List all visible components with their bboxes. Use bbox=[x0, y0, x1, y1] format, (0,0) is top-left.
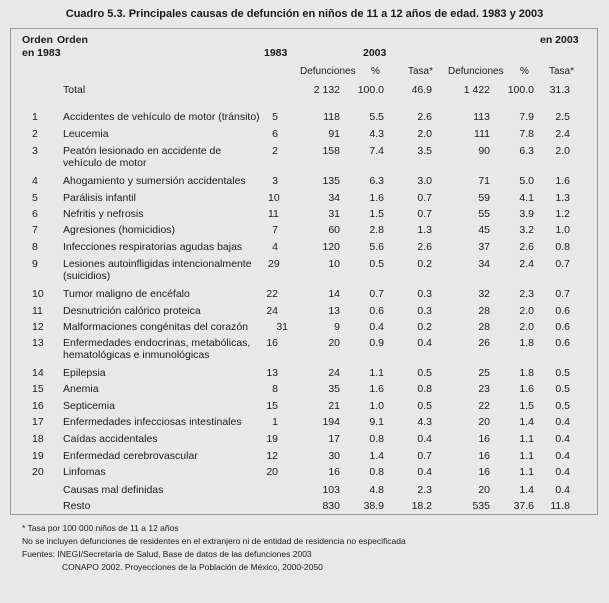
row-pct-2003: 1.8 bbox=[519, 367, 534, 379]
header-pct-1983: % bbox=[371, 66, 380, 77]
row-pct-1983: 1.1 bbox=[369, 367, 384, 379]
row-pct-2003: 1.1 bbox=[519, 450, 534, 462]
row-defunciones-1983: 194 bbox=[322, 416, 340, 428]
row-cause: Anemia bbox=[63, 383, 99, 395]
row-tasa-2003: 0.8 bbox=[555, 241, 570, 253]
row-order: 16 bbox=[32, 400, 44, 412]
row-pct-1983: 0.5 bbox=[369, 258, 384, 270]
row-order: 10 bbox=[32, 288, 44, 300]
row-rank-1983: 31 bbox=[276, 321, 288, 333]
row-pct-2003: 1.4 bbox=[519, 416, 534, 428]
row-defunciones-2003: 111 bbox=[474, 128, 490, 140]
row-tasa-2003: 0.7 bbox=[555, 288, 570, 300]
row-pct-1983: 0.9 bbox=[369, 337, 384, 349]
row-tasa-1983: 0.2 bbox=[417, 258, 432, 270]
row-defunciones-2003: 25 bbox=[478, 367, 490, 379]
row-cause: Agresiones (homicidios) bbox=[63, 224, 176, 236]
row-defunciones-1983: 16 bbox=[328, 466, 340, 478]
row-pct-2003: 1.6 bbox=[519, 383, 534, 395]
row-defunciones-2003: 16 bbox=[478, 450, 490, 462]
header-en-2003: en 2003 bbox=[540, 34, 579, 46]
row-pct-1983: 7.4 bbox=[369, 145, 384, 157]
row-defunciones-2003: 535 bbox=[472, 500, 490, 512]
row-cause: Lesiones autoinfligidas intencionalmente (suicidios) bbox=[63, 258, 252, 282]
row-pct-1983: 1.6 bbox=[369, 383, 384, 395]
row-tasa-1983: 0.3 bbox=[417, 305, 432, 317]
row-tasa-2003: 0.5 bbox=[555, 400, 570, 412]
row-pct-1983: 0.8 bbox=[369, 433, 384, 445]
row-pct-1983: 2.8 bbox=[369, 224, 384, 236]
row-order: 13 bbox=[32, 337, 44, 349]
row-rank-1983: 2 bbox=[272, 145, 278, 157]
row-pct-2003: 2.0 bbox=[519, 321, 534, 333]
row-defunciones-2003: 32 bbox=[478, 288, 490, 300]
row-pct-2003: 2.6 bbox=[519, 241, 534, 253]
header-year-2003: 2003 bbox=[363, 47, 387, 59]
row-pct-2003: 2.3 bbox=[519, 288, 534, 300]
row-defunciones-2003: 59 bbox=[478, 192, 490, 204]
row-defunciones-1983: 14 bbox=[328, 288, 340, 300]
row-order: 12 bbox=[32, 321, 44, 333]
row-rank-1983: 24 bbox=[266, 305, 278, 317]
header-tasa-2003: Tasa* bbox=[549, 66, 575, 77]
row-tasa-2003: 0.4 bbox=[555, 416, 570, 428]
row-defunciones-2003: 55 bbox=[478, 208, 490, 220]
row-tasa-2003: 2.5 bbox=[555, 111, 570, 123]
row-rank-1983: 12 bbox=[266, 450, 278, 462]
row-rank-1983: 15 bbox=[266, 400, 278, 412]
row-pct-2003: 37.6 bbox=[513, 500, 534, 512]
row-tasa-1983: 18.2 bbox=[411, 500, 432, 512]
row-rank-1983: 29 bbox=[268, 258, 280, 270]
row-cause: Enfermedad cerebrovascular bbox=[63, 450, 198, 462]
row-cause: Nefritis y nefrosis bbox=[63, 208, 144, 220]
row-pct-1983: 5.5 bbox=[369, 111, 384, 123]
row-defunciones-2003: 28 bbox=[478, 305, 490, 317]
row-tasa-2003: 1.2 bbox=[555, 208, 570, 220]
row-defunciones-1983: 13 bbox=[328, 305, 340, 317]
row-tasa-2003: 0.7 bbox=[555, 258, 570, 270]
row-rank-1983: 16 bbox=[266, 337, 278, 349]
row-cause: Caídas accidentales bbox=[63, 433, 158, 445]
row-defunciones-1983: 21 bbox=[328, 400, 340, 412]
row-rank-1983: 8 bbox=[272, 383, 278, 395]
header-en-1983: en 1983 bbox=[22, 47, 61, 59]
footnote-source-conapo: CONAPO 2002. Proyecciones de la Población de México, 2000-2050 bbox=[62, 562, 323, 572]
row-rank-1983: 3 bbox=[272, 175, 278, 187]
row-pct-1983: 9.1 bbox=[369, 416, 384, 428]
row-rank-1983: 10 bbox=[268, 192, 280, 204]
row-pct-2003: 3.2 bbox=[519, 224, 534, 236]
row-defunciones-1983: 830 bbox=[322, 500, 340, 512]
row-defunciones-1983: 20 bbox=[328, 337, 340, 349]
row-defunciones-2003: 22 bbox=[478, 400, 490, 412]
header-defunciones-2003: Defunciones bbox=[448, 66, 504, 77]
row-cause: Peatón lesionado en accidente de vehículo de motor bbox=[63, 145, 222, 169]
row-tasa-1983: 4.3 bbox=[417, 416, 432, 428]
row-cause: Causas mal definidas bbox=[63, 484, 164, 496]
row-tasa-2003: 0.4 bbox=[555, 450, 570, 462]
row-tasa-1983: 0.4 bbox=[417, 466, 432, 478]
row-cause: Enfermedades infecciosas intestinales bbox=[63, 416, 242, 428]
row-cause: Desnutrición calórico proteica bbox=[63, 305, 201, 317]
row-tasa-1983: 0.5 bbox=[417, 367, 432, 379]
row-tasa-2003: 1.3 bbox=[555, 192, 570, 204]
row-pct-2003: 5.0 bbox=[519, 175, 534, 187]
row-cause: Epilepsia bbox=[63, 367, 106, 379]
row-pct-2003: 1.5 bbox=[519, 400, 534, 412]
row-order: 18 bbox=[32, 433, 44, 445]
row-tasa-1983: 0.4 bbox=[417, 337, 432, 349]
total-defunciones-1983: 2 132 bbox=[313, 84, 340, 96]
row-tasa-1983: 0.3 bbox=[417, 288, 432, 300]
row-pct-2003: 2.0 bbox=[519, 305, 534, 317]
row-defunciones-1983: 17 bbox=[328, 433, 340, 445]
row-defunciones-2003: 37 bbox=[478, 241, 490, 253]
total-tasa-1983: 46.9 bbox=[411, 84, 432, 96]
row-tasa-1983: 2.6 bbox=[417, 241, 432, 253]
row-order: 19 bbox=[32, 450, 44, 462]
header-pct-2003: % bbox=[520, 66, 529, 77]
row-rank-1983: 11 bbox=[268, 208, 279, 220]
row-pct-1983: 6.3 bbox=[369, 175, 384, 187]
row-tasa-1983: 2.3 bbox=[417, 484, 432, 496]
header-orden-1: Orden bbox=[22, 34, 53, 46]
row-tasa-1983: 0.7 bbox=[417, 192, 432, 204]
row-pct-2003: 4.1 bbox=[519, 192, 534, 204]
row-tasa-1983: 0.8 bbox=[417, 383, 432, 395]
row-rank-1983: 13 bbox=[266, 367, 278, 379]
row-defunciones-2003: 90 bbox=[478, 145, 490, 157]
row-pct-1983: 0.8 bbox=[369, 466, 384, 478]
row-defunciones-1983: 91 bbox=[328, 128, 340, 140]
total-defunciones-2003: 1 422 bbox=[463, 84, 490, 96]
total-pct-2003: 100.0 bbox=[507, 84, 534, 96]
row-order: 14 bbox=[32, 367, 44, 379]
row-tasa-2003: 0.5 bbox=[555, 367, 570, 379]
row-defunciones-1983: 135 bbox=[322, 175, 340, 187]
row-order: 9 bbox=[32, 258, 38, 270]
row-rank-1983: 7 bbox=[272, 224, 278, 236]
row-tasa-1983: 0.4 bbox=[417, 433, 432, 445]
row-defunciones-2003: 23 bbox=[478, 383, 490, 395]
row-cause: Parálisis infantil bbox=[63, 192, 136, 204]
row-pct-2003: 6.3 bbox=[519, 145, 534, 157]
row-defunciones-2003: 20 bbox=[478, 416, 490, 428]
row-tasa-2003: 0.6 bbox=[555, 321, 570, 333]
row-pct-2003: 2.4 bbox=[519, 258, 534, 270]
row-tasa-2003: 0.4 bbox=[555, 484, 570, 496]
row-order: 4 bbox=[32, 175, 38, 187]
row-pct-2003: 1.1 bbox=[519, 466, 534, 478]
footnote-source-inegi: Fuentes: INEGI/Secretaría de Salud, Base de datos de las defunciones 2003 bbox=[22, 549, 312, 559]
row-defunciones-1983: 31 bbox=[328, 208, 340, 220]
row-pct-1983: 0.4 bbox=[369, 321, 384, 333]
row-order: 2 bbox=[32, 128, 38, 140]
row-tasa-2003: 0.5 bbox=[555, 383, 570, 395]
row-defunciones-2003: 34 bbox=[478, 258, 490, 270]
table-title: Cuadro 5.3. Principales causas de defunción en niños de 11 a 12 años de edad. 1983 y 2003 bbox=[65, 8, 544, 20]
row-tasa-1983: 0.7 bbox=[417, 208, 432, 220]
row-tasa-1983: 3.5 bbox=[417, 145, 432, 157]
row-tasa-2003: 0.4 bbox=[555, 433, 570, 445]
row-defunciones-2003: 45 bbox=[478, 224, 490, 236]
row-cause: Infecciones respiratorias agudas bajas bbox=[63, 241, 243, 253]
row-defunciones-2003: 16 bbox=[478, 466, 490, 478]
row-order: 3 bbox=[32, 145, 38, 157]
row-cause: Linfomas bbox=[63, 466, 106, 478]
row-defunciones-2003: 16 bbox=[478, 433, 490, 445]
row-tasa-2003: 1.6 bbox=[555, 175, 570, 187]
row-pct-1983: 1.4 bbox=[369, 450, 384, 462]
row-order: 20 bbox=[32, 466, 44, 478]
header-defunciones-1983: Defunciones bbox=[300, 66, 356, 77]
row-order: 8 bbox=[32, 241, 38, 253]
row-cause: Accidentes de vehículo de motor (tránsito) bbox=[63, 111, 260, 123]
row-pct-2003: 1.1 bbox=[519, 433, 534, 445]
row-tasa-1983: 2.6 bbox=[417, 111, 432, 123]
row-defunciones-1983: 35 bbox=[328, 383, 340, 395]
row-order: 6 bbox=[32, 208, 38, 220]
header-tasa-1983: Tasa* bbox=[408, 66, 434, 77]
row-rank-1983: 6 bbox=[272, 128, 278, 140]
row-defunciones-1983: 118 bbox=[323, 111, 340, 123]
header-year-1983: 1983 bbox=[264, 47, 288, 59]
row-cause: Ahogamiento y sumersión accidentales bbox=[63, 175, 246, 187]
row-defunciones-2003: 20 bbox=[478, 484, 490, 496]
row-pct-1983: 1.5 bbox=[369, 208, 384, 220]
total-label: Total bbox=[63, 84, 86, 96]
row-cause: Leucemia bbox=[63, 128, 109, 140]
footnote-tasa: * Tasa por 100 000 niños de 11 a 12 años bbox=[22, 523, 179, 533]
row-cause: Tumor maligno de encéfalo bbox=[63, 288, 190, 300]
total-pct-1983: 100.0 bbox=[357, 84, 384, 96]
row-cause: Enfermedades endocrinas, metabólicas, hematológicas e inmunológicas bbox=[63, 337, 251, 361]
footnotes bbox=[22, 522, 406, 574]
row-pct-1983: 0.7 bbox=[369, 288, 384, 300]
row-tasa-1983: 0.2 bbox=[417, 321, 432, 333]
row-pct-2003: 7.9 bbox=[519, 111, 534, 123]
row-defunciones-2003: 26 bbox=[478, 337, 490, 349]
row-tasa-2003: 0.6 bbox=[555, 337, 570, 349]
row-tasa-2003: 2.0 bbox=[555, 145, 570, 157]
header-orden-2: Orden bbox=[57, 34, 88, 46]
row-rank-1983: 5 bbox=[272, 111, 278, 123]
row-defunciones-1983: 103 bbox=[322, 484, 340, 496]
row-defunciones-2003: 71 bbox=[478, 175, 490, 187]
row-defunciones-1983: 24 bbox=[328, 367, 340, 379]
row-cause: Malformaciones congénitas del corazón bbox=[63, 321, 249, 333]
row-pct-1983: 5.6 bbox=[369, 241, 384, 253]
row-tasa-1983: 0.7 bbox=[417, 450, 432, 462]
row-rank-1983: 20 bbox=[266, 466, 278, 478]
row-cause: Resto bbox=[63, 500, 91, 512]
row-tasa-2003: 0.6 bbox=[555, 305, 570, 317]
row-tasa-1983: 1.3 bbox=[417, 224, 432, 236]
row-pct-2003: 1.4 bbox=[519, 484, 534, 496]
row-defunciones-1983: 60 bbox=[328, 224, 340, 236]
row-tasa-2003: 2.4 bbox=[555, 128, 570, 140]
footnote-exclusion: No se incluyen defunciones de residentes en el extranjero ni de entidad de residencia no especificada bbox=[22, 536, 406, 546]
row-tasa-1983: 0.5 bbox=[417, 400, 432, 412]
row-tasa-2003: 1.0 bbox=[555, 224, 570, 236]
row-pct-1983: 1.0 bbox=[369, 400, 384, 412]
row-pct-1983: 0.6 bbox=[369, 305, 384, 317]
row-order: 1 bbox=[32, 111, 38, 123]
row-defunciones-2003: 28 bbox=[478, 321, 490, 333]
row-pct-2003: 7.8 bbox=[519, 128, 534, 140]
total-tasa-2003: 31.3 bbox=[549, 84, 570, 96]
row-defunciones-1983: 10 bbox=[328, 258, 340, 270]
row-order: 11 bbox=[32, 305, 43, 317]
row-defunciones-1983: 158 bbox=[322, 145, 340, 157]
row-pct-1983: 38.9 bbox=[363, 500, 384, 512]
row-pct-2003: 3.9 bbox=[519, 208, 534, 220]
row-rank-1983: 22 bbox=[266, 288, 278, 300]
row-order: 15 bbox=[32, 383, 44, 395]
row-rank-1983: 4 bbox=[272, 241, 278, 253]
row-defunciones-1983: 34 bbox=[328, 192, 340, 204]
row-defunciones-1983: 120 bbox=[322, 241, 340, 253]
row-pct-1983: 4.3 bbox=[369, 128, 384, 140]
row-tasa-2003: 11.8 bbox=[550, 500, 570, 512]
row-order: 17 bbox=[32, 416, 44, 428]
row-order: 5 bbox=[32, 192, 38, 204]
row-tasa-1983: 3.0 bbox=[417, 175, 432, 187]
row-defunciones-2003: 113 bbox=[473, 111, 490, 123]
row-tasa-1983: 2.0 bbox=[417, 128, 432, 140]
row-tasa-2003: 0.4 bbox=[555, 466, 570, 478]
row-defunciones-1983: 9 bbox=[334, 321, 340, 333]
row-rank-1983: 1 bbox=[272, 416, 278, 428]
row-pct-2003: 1.8 bbox=[519, 337, 534, 349]
row-defunciones-1983: 30 bbox=[328, 450, 340, 462]
row-cause: Septicemia bbox=[63, 400, 115, 412]
row-rank-1983: 19 bbox=[266, 433, 278, 445]
row-pct-1983: 1.6 bbox=[369, 192, 384, 204]
row-pct-1983: 4.8 bbox=[369, 484, 384, 496]
row-order: 7 bbox=[32, 224, 38, 236]
